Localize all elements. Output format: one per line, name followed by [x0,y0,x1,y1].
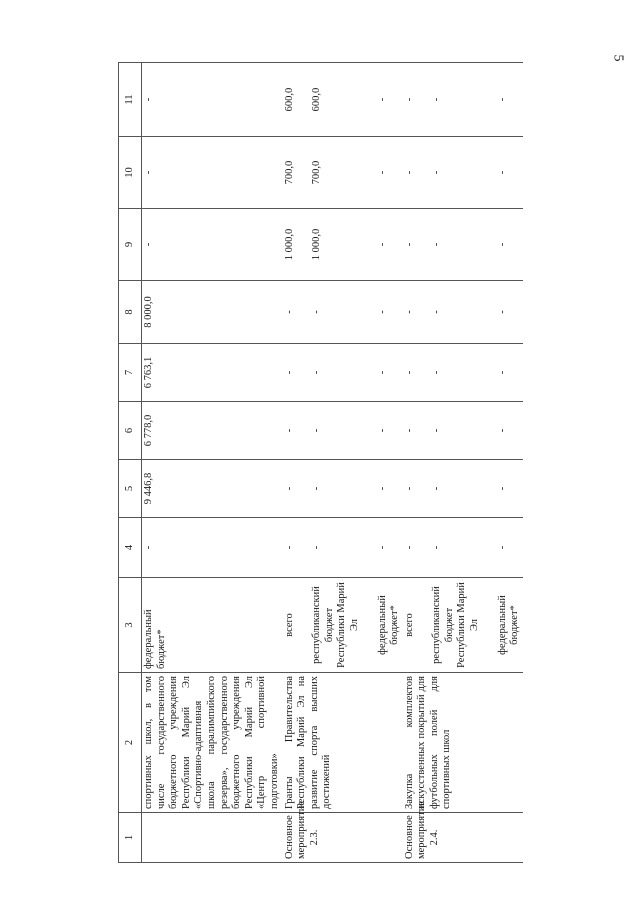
value-cell: 8 000,0 [142,281,283,344]
value-cell: - [417,402,482,460]
col-num: 10 [119,137,142,209]
value-cell: - [417,209,482,281]
col-num: 11 [119,63,142,137]
value-cell: - [363,402,403,460]
col-num: 4 [119,518,142,578]
value-cell: - [417,63,482,137]
value-cell: - [483,281,523,344]
value-cell: - [142,63,283,137]
value-cell: - [417,344,482,402]
measure-name: Основное мероприятие 2.3. [283,813,403,863]
funding-source: республиканский бюджет Республики Марий Эл [297,578,362,673]
value-cell: - [142,137,283,209]
col-num: 6 [119,402,142,460]
value-cell: - [403,344,418,402]
value-cell: - [283,281,298,344]
measure-name: Основное мероприятие 2.4. [403,813,523,863]
measure-description: спортивных школ, в том числе государственного бюджетного учреждения Республики Марий Эл «Спортивно-адаптивная школа паралимпийского резерва», государственного бюджетного учреждения Республики Марий Эл «Центр спортивной подготовки» [142,673,283,813]
value-cell: - [403,209,418,281]
table-row [403,63,418,863]
value-cell: - [417,518,482,578]
value-cell: - [403,402,418,460]
funding-source: всего [283,578,298,673]
value-cell: 9 446,8 [142,460,283,518]
funding-source: федеральный бюджет* [142,578,283,673]
col-num: 3 [119,578,142,673]
value-cell: - [417,281,482,344]
value-cell: 6 763,1 [142,344,283,402]
table-row [283,63,298,863]
value-cell: - [363,63,403,137]
page-number: 5 [610,54,626,62]
value-cell: - [283,460,298,518]
col-num: 2 [119,673,142,813]
measure-description: Закупка комплектов искусственных покрытий для футбольных полей для спортивных школ [403,673,523,813]
value-cell: 1 000,0 [283,209,298,281]
funding-source: всего [403,578,418,673]
value-cell: - [297,281,362,344]
value-cell: - [483,209,523,281]
col-num: 8 [119,281,142,344]
value-cell: - [483,460,523,518]
value-cell: - [142,518,283,578]
budget-table [118,62,523,863]
col-num: 1 [119,813,142,863]
value-cell: - [283,402,298,460]
value-cell: - [403,281,418,344]
value-cell: - [403,63,418,137]
value-cell: - [363,137,403,209]
value-cell: - [297,402,362,460]
value-cell: - [297,460,362,518]
col-num: 7 [119,344,142,402]
value-cell: 600,0 [283,63,298,137]
column-number-row [119,63,142,863]
value-cell: 1 000,0 [297,209,362,281]
value-cell: - [403,518,418,578]
col-num: 5 [119,460,142,518]
value-cell: - [417,137,482,209]
value-cell: - [297,344,362,402]
rotated-table-page [118,63,638,863]
value-cell: - [483,63,523,137]
value-cell: - [363,344,403,402]
value-cell: 6 778,0 [142,402,283,460]
value-cell: - [142,209,283,281]
value-cell: - [403,460,418,518]
value-cell: 700,0 [297,137,362,209]
value-cell: - [297,518,362,578]
value-cell: - [363,209,403,281]
funding-source: федеральный бюджет* [363,578,403,673]
value-cell: - [283,344,298,402]
value-cell: - [483,344,523,402]
value-cell: - [417,460,482,518]
value-cell: - [363,460,403,518]
funding-source: федеральный бюджет* [483,578,523,673]
value-cell: - [483,137,523,209]
value-cell: - [363,281,403,344]
table-row [142,63,283,863]
value-cell: 700,0 [283,137,298,209]
value-cell: - [363,518,403,578]
measure-description: Гранты Правительства Республики Марий Эл на развитие спорта высших достижений [283,673,403,813]
value-cell: - [283,518,298,578]
col-num: 9 [119,209,142,281]
value-cell: 600,0 [297,63,362,137]
value-cell: - [483,402,523,460]
value-cell: - [483,518,523,578]
measure-name-cell [142,813,283,863]
funding-source: республиканский бюджет Республики Марий Эл [417,578,482,673]
value-cell: - [403,137,418,209]
